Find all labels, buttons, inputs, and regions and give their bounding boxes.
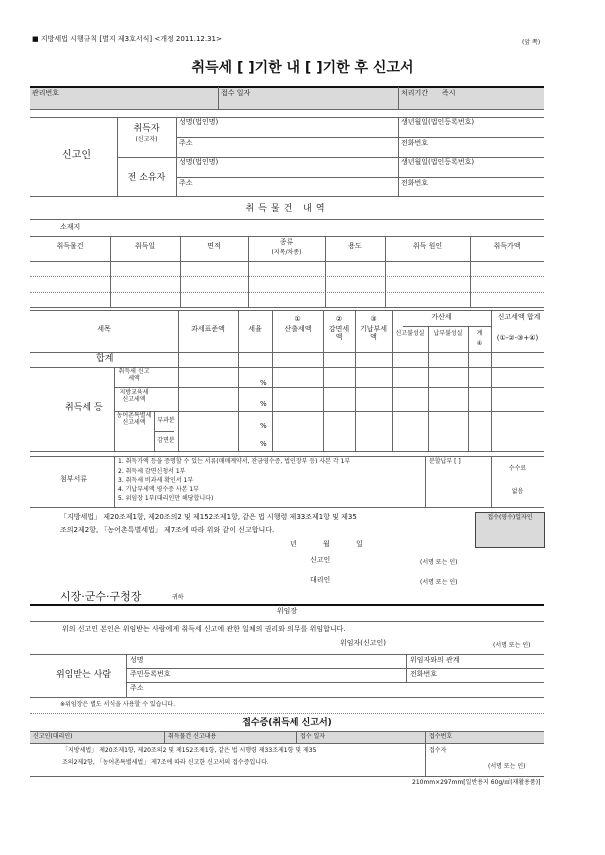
receipt-sign[interactable]: (서명 또는 인)	[488, 763, 526, 770]
acquirer-sub-label: (신고자)	[135, 136, 158, 143]
poa-name-field[interactable]: 성명	[130, 656, 144, 664]
tax-col-calc: 산출세액	[284, 325, 312, 333]
col-price: 취득가액	[493, 242, 521, 250]
declaration-reporter: 신고인	[310, 556, 331, 564]
declaration-text-2: 조의2제2항, 「농어촌특별세법」 제7조에 따라 위와 같이 신고합니다.	[60, 526, 275, 534]
stamp-box-label: 접수(영수)일자인	[487, 514, 533, 521]
tax-col-red: 감면세액	[328, 325, 350, 341]
tax-col-total-formula: (①-②-③+④)	[496, 334, 539, 342]
poa-text: 위의 신고인 본인은 위임받는 사람에게 취득세 신고에 관한 일체의 권리와 의무를 위임합니다.	[62, 625, 346, 633]
poa-note: ※위임장은 별도 서식을 사용할 수 있습니다.	[60, 701, 176, 708]
tax-col-add: 가산세	[431, 313, 452, 321]
attach-label: 첨부서류	[60, 475, 88, 483]
receipt-col-content: 취득물건 신고내용	[168, 733, 217, 740]
fee-value: 없음	[511, 488, 524, 495]
attach-item-4: 4. 기납부세액 영수증 사본 1부	[118, 486, 199, 493]
page-side-label: (앞 쪽)	[522, 39, 541, 46]
declaration-date: 년 월 일	[290, 540, 363, 548]
legal-reference: ■ 지방세법 시행규칙 [별지 제3호서식] <개정 2011.12.31>	[32, 35, 222, 43]
poa-relation-field[interactable]: 위임자와의 관계	[410, 656, 460, 664]
tax-group-label: 취득세 등	[65, 403, 103, 413]
poa-address-field[interactable]: 주소	[130, 684, 144, 692]
tax-col-paid-num: ③	[370, 315, 377, 323]
poa-resident-no-field[interactable]: 주민등록번호	[130, 670, 171, 678]
tax-col-add-c: ④	[476, 340, 483, 347]
row-edu-tax-label: 지방교육세 신고세액	[119, 389, 149, 403]
row-farm-levy-sub: 부과분	[157, 417, 175, 424]
mgmt-no-label: 관리번호	[32, 89, 60, 97]
receipt-receiver: 접수자	[429, 747, 447, 754]
attach-item-1: 1. 취득가액 등을 증명할 수 있는 서류(매매계약서, 잔금영수증, 법인장부 등) 사본 각 1부	[118, 458, 351, 465]
declaration-agent: 대리인	[310, 576, 331, 584]
receipt-heading: 접수증(취득세 신고서)	[242, 718, 332, 728]
tax-sum-label: 합계	[96, 354, 114, 364]
prev-owner-phone-field[interactable]: 전화번호	[401, 179, 429, 187]
row-farm-tax-label: 농어촌특별세 신고세액	[116, 412, 152, 426]
col-kind: 종류	[279, 238, 294, 246]
recipient-suffix: 귀하	[172, 594, 184, 601]
prev-owner-birth-field[interactable]: 생년월일(법인등록번호)	[401, 158, 475, 166]
admin-shade	[30, 87, 544, 109]
row-farm-reduced-sub: 감면분	[157, 437, 175, 444]
receipt-col-number: 접수번호	[429, 733, 453, 740]
col-acq-date: 취득일	[134, 242, 156, 250]
declaration-reporter-sign[interactable]: (서명 또는 인)	[420, 559, 458, 566]
tax-col-red-num: ②	[335, 315, 343, 323]
attach-item-3: 3. 취득세 비과세 확인서 1부	[118, 477, 194, 484]
row-acq-tax-pct: %	[260, 379, 267, 387]
receipt-col-reporter: 신고인(대리인)	[33, 733, 73, 740]
location-label: 소재지	[60, 223, 81, 231]
row-acq-tax-label: 취득세 신고세액	[118, 368, 150, 382]
col-property: 취득물건	[56, 242, 84, 250]
col-area: 면적	[207, 242, 221, 250]
row-farm-levy-pct: %	[260, 422, 267, 430]
tax-col-add-a: 신고불성실	[395, 330, 425, 337]
top-rule	[30, 86, 544, 88]
attach-item-2: 2. 취득세 감면신청서 1부	[118, 468, 186, 475]
poa-phone-field[interactable]: 전화번호	[410, 670, 438, 678]
prev-owner-label: 전 소유자	[127, 173, 166, 183]
col-kind-sub: (지목/차종)	[271, 249, 302, 256]
fee-label: 수수료	[508, 465, 527, 472]
tax-col-paid: 기납부세액	[359, 325, 388, 341]
receipt-date-label: 접수 일자	[221, 89, 251, 97]
row-farm-reduced-pct: %	[260, 440, 267, 448]
acquirer-birth-field[interactable]: 생년월일(법인등록번호)	[401, 118, 475, 126]
poa-heading: 위임장	[276, 607, 298, 615]
acquirer-label: 취득자	[133, 124, 160, 134]
receipt-text-1: 「지방세법」 제20조제1항, 제20조의2 및 제152조제1항, 같은 법 시행령 제33조제1항 및 제35	[62, 747, 317, 754]
acquirer-address-field[interactable]: 주소	[179, 139, 193, 147]
reporter-section-label: 신고인	[62, 150, 91, 161]
tax-col-base: 과세표준액	[191, 325, 225, 333]
row-edu-tax-pct: %	[260, 400, 267, 408]
prev-owner-name-field[interactable]: 성명(법인명)	[179, 158, 219, 166]
form-title: 취득세 [ ]기한 내 [ ]기한 후 신고서	[191, 60, 414, 76]
declaration-agent-sign[interactable]: (서명 또는 인)	[420, 579, 458, 586]
tax-col-rate: 세율	[248, 325, 262, 333]
col-cause: 취득 원인	[412, 242, 443, 250]
col-use: 용도	[348, 242, 362, 250]
poa-delegator-sign[interactable]: (서명 또는 인)	[493, 642, 531, 649]
property-heading: 취득물건 내역	[245, 204, 329, 214]
installment-checkbox[interactable]: 분할납부 [ ]	[429, 458, 461, 465]
tax-col-item: 세목	[97, 325, 111, 333]
tax-col-total: 신고세액 합계	[497, 313, 541, 321]
prev-owner-address-field[interactable]: 주소	[179, 179, 193, 187]
period-label: 처리기간	[401, 89, 429, 97]
tax-col-add-b: 납부불성실	[433, 330, 463, 337]
declaration-text-1: 「지방세법」 제20조제1항, 제20조의2 및 제152조제1항, 같은 법 시행령 제33조제1항 및 제35	[60, 513, 357, 521]
receipt-text-2: 조의2제2항, 「농어촌특별세법」 제7조에 따라 신고한 신고서의 접수증입니다.	[62, 759, 269, 766]
cut-line	[30, 713, 544, 714]
attach-item-5: 5. 위임장 1부(대리인만 해당합니다)	[118, 495, 214, 502]
paper-spec: 210mm×297mm[일반용지 60g/㎡(재활용품)]	[412, 779, 541, 786]
acquirer-phone-field[interactable]: 전화번호	[401, 139, 429, 147]
receipt-col-date: 접수 일자	[300, 733, 326, 740]
poa-delegator: 위임자(신고인)	[340, 639, 387, 647]
poa-delegate-label: 위임받는 사람	[56, 670, 112, 680]
recipient: 시장·군수·구청장	[60, 590, 142, 603]
tax-col-add-c-name: 계	[476, 330, 483, 337]
tax-col-calc-num: ①	[294, 315, 301, 323]
acquirer-name-field[interactable]: 성명(법인명)	[179, 118, 219, 126]
period-value: 즉시	[442, 89, 456, 97]
